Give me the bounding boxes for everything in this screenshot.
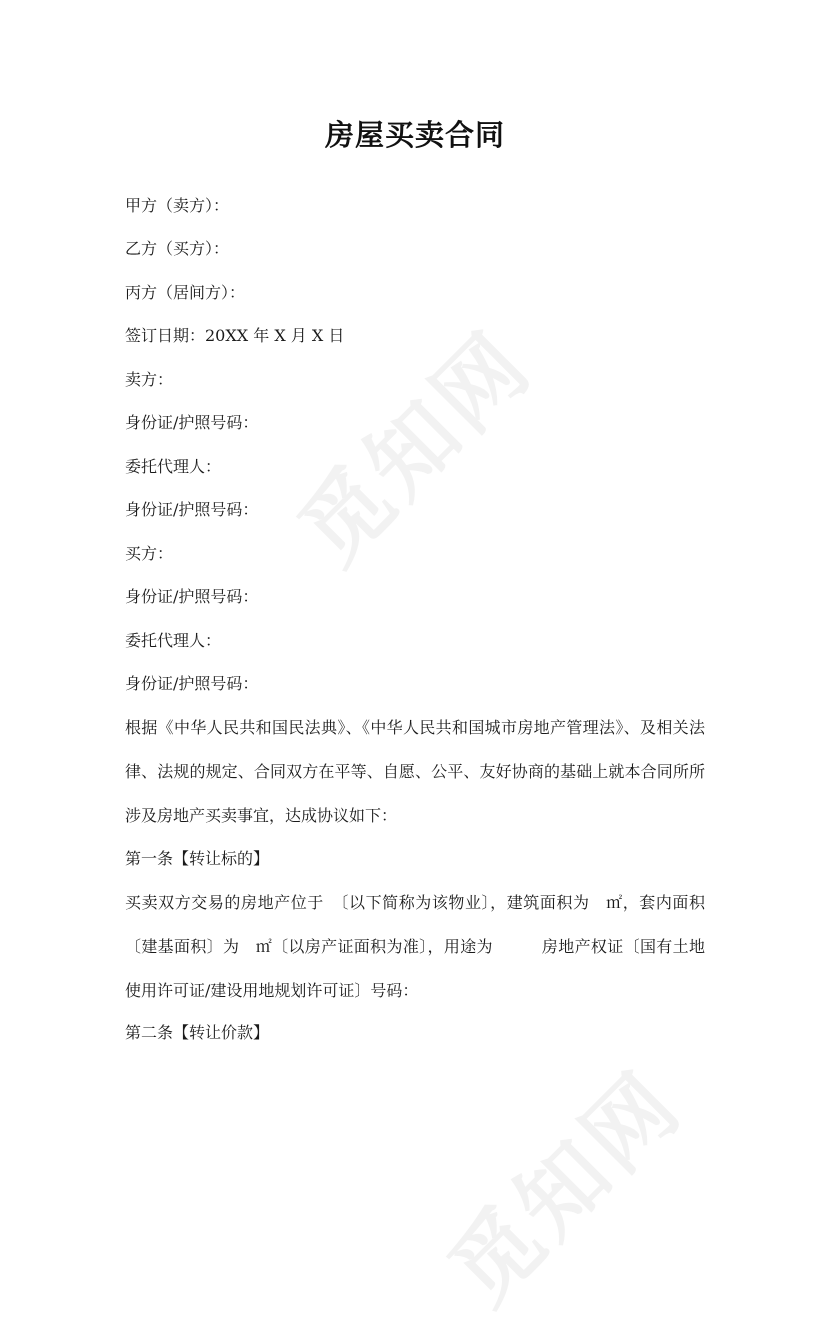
buyer-label: 买方：	[125, 544, 174, 563]
seller-id-line: 身份证/护照号码：	[125, 413, 259, 432]
watermark: 觅知网	[279, 311, 552, 584]
seller-agent-line: 委托代理人：	[125, 457, 222, 476]
buyer-agent-id-line: 身份证/护照号码：	[125, 674, 259, 693]
party-b-line: 乙方（买方）：	[125, 239, 230, 258]
seller-label: 卖方：	[125, 370, 174, 389]
party-c-line: 丙方（居间方）：	[125, 283, 246, 302]
preamble-paragraph: 根据《中华人民共和国民法典》、《中华人民共和国城市房地产管理法》、及相关法律、法规的规定、合同双方在平等、自愿、公平、友好协商的基础上就本合同所所涉及房地产买卖事宜，达成协议如下：	[125, 718, 705, 825]
document-title: 房屋买卖合同	[324, 118, 505, 152]
sign-date-line: 签订日期：20XX 年 X 月 X 日	[125, 326, 345, 345]
article-2-heading: 第二条【转让价款】	[125, 1023, 270, 1042]
buyer-agent-line: 委托代理人：	[125, 631, 222, 650]
seller-agent-id-line: 身份证/护照号码：	[125, 500, 259, 519]
party-a-line: 甲方（卖方）：	[125, 196, 230, 215]
article-1-heading: 第一条【转让标的】	[125, 849, 270, 868]
buyer-id-line: 身份证/护照号码：	[125, 587, 259, 606]
article-1-body: 买卖双方交易的房地产位于 〔以下简称为该物业〕，建筑面积为 ㎡，套内面积〔建基面积〕为 ㎡〔以房产证面积为准〕，用途为 房地产权证〔国有土地使用许可证/建设用地规划许可证〕号码：	[125, 893, 705, 1000]
watermark: 觅知网	[429, 1051, 702, 1324]
